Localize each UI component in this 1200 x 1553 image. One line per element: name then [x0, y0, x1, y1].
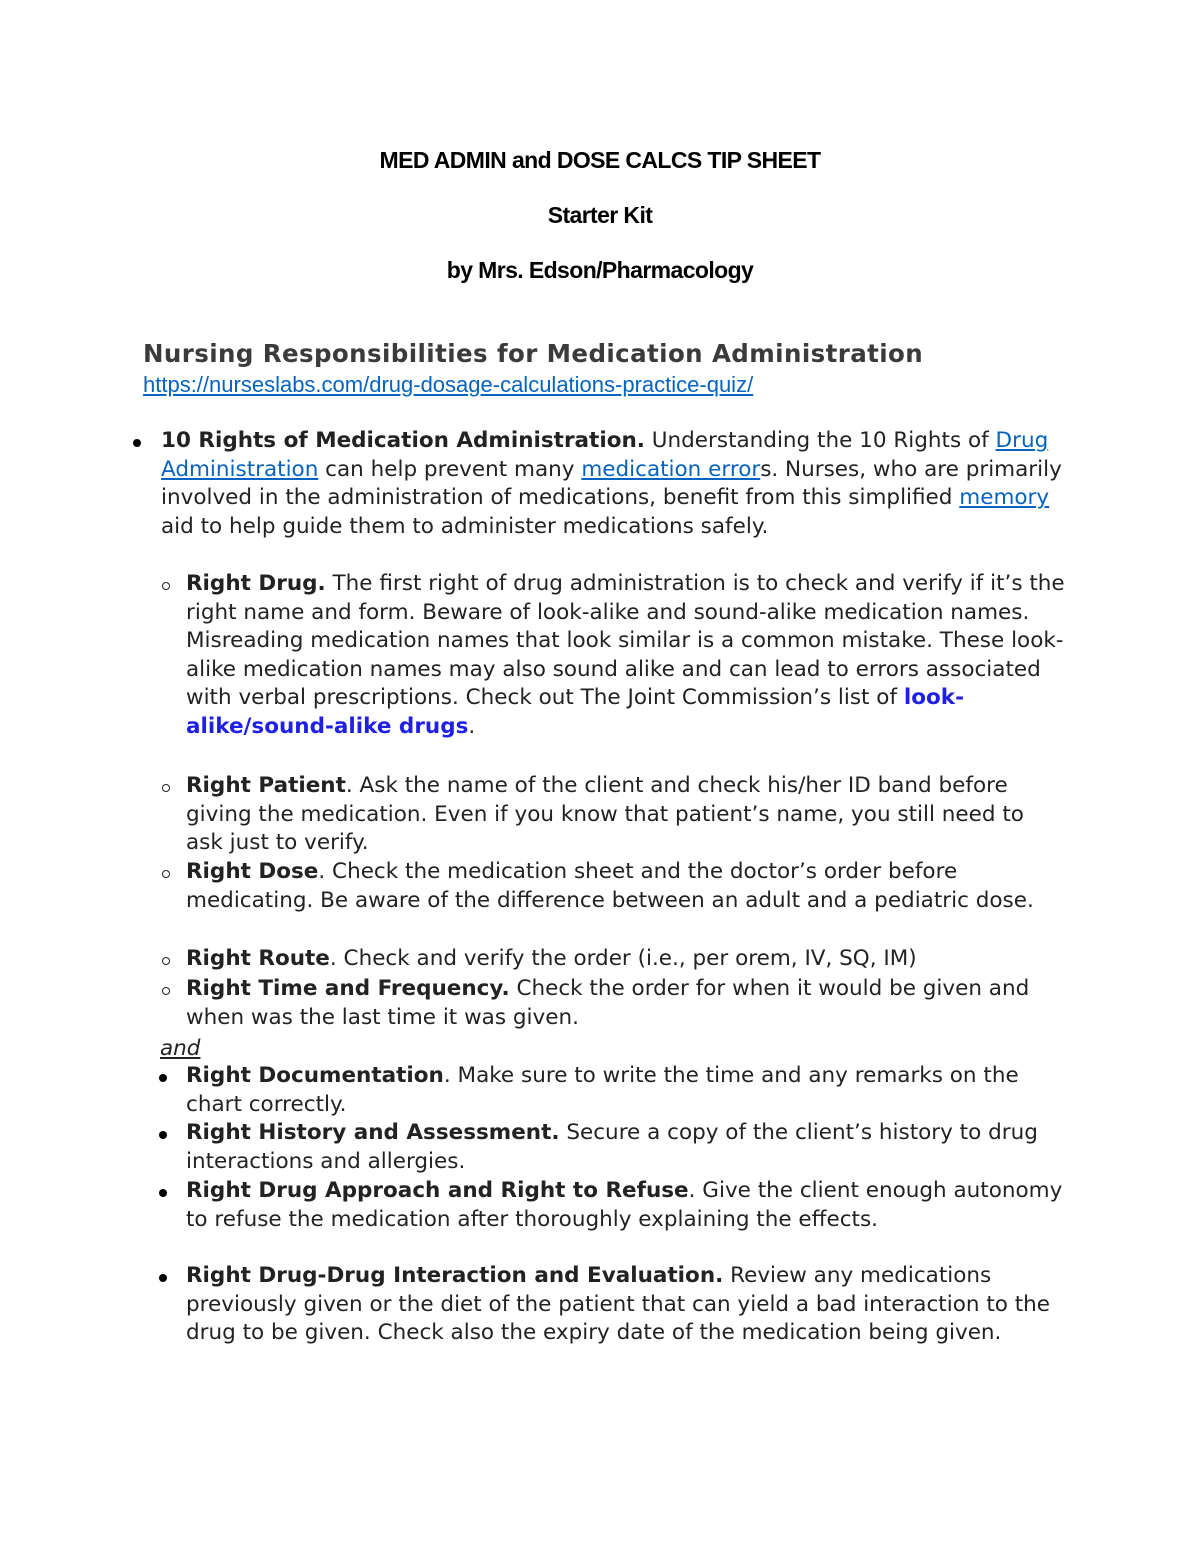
list-item-right-time: Right Time and Frequency. Check the order for when it would be given and when was the last time it was given.: [186, 976, 1030, 1030]
circle-bullet-icon: [162, 870, 170, 878]
list-item-right-route: Right Route. Check and verify the order (i.e., per orem, IV, SQ, IM): [186, 946, 917, 971]
circle-bullet-icon: [162, 987, 170, 995]
document-subtitle: Starter Kit: [547, 202, 653, 228]
document-author: by Mrs. Edson/Pharmacology: [446, 257, 754, 283]
intro-title: 10 Rights of Medication Administration.: [161, 428, 645, 453]
connector-text: and: [160, 1036, 201, 1061]
list-item-right-approach: Right Drug Approach and Right to Refuse. Give the client enough autonomy to refuse the medication after thoroughly explaining the effects.: [186, 1178, 1063, 1232]
document-title: MED ADMIN and DOSE CALCS TIP SHEET: [379, 147, 821, 173]
quiz-url-link[interactable]: https://nurseslabs.com/drug-dosage-calculations-practice-quiz/: [143, 372, 754, 397]
list-item-right-drug: Right Drug. The first right of drug administration is to check and verify if it’s the right name and form. Beware of look-alike and sound-alike medication names. Misreading medication names that look similar is a common mistake. These look-alike medication names may also sound alike and can lead to errors associated with verbal prescriptions. Check out The Joint Commission’s list of look-alike/sound-alike drugs.: [186, 571, 1065, 739]
list-item-right-history: Right History and Assessment. Secure a copy of the client’s history to drug interactions and allergies.: [186, 1120, 1038, 1174]
drug-administration-link[interactable]: Drug Administration: [161, 428, 1049, 482]
look-alike-drugs-link[interactable]: look-alike/sound-alike drugs: [186, 685, 965, 739]
list-item-right-interaction: Right Drug-Drug Interaction and Evaluation. Review any medications previously given or the diet of the patient that can yield a bad interaction to the drug to be given. Check also the expiry date of the medication being given.: [186, 1263, 1051, 1346]
list-item-right-dose: Right Dose. Check the medication sheet and the doctor’s order before medicating. Be aware of the difference between an adult and a pediatric dose.: [186, 859, 1034, 913]
circle-bullet-icon: [162, 582, 170, 590]
bullet-icon: [159, 1131, 167, 1139]
list-item-right-documentation: Right Documentation. Make sure to write the time and any remarks on the chart correctly.: [186, 1063, 1019, 1117]
memory-link[interactable]: memory: [959, 485, 1050, 511]
bullet-icon: [159, 1189, 167, 1197]
bullet-icon: [133, 439, 141, 447]
list-item-intro: 10 Rights of Medication Administration. Understanding the 10 Rights of Drug Administration can help prevent many medication errors. Nurses, who are primarily involved in the administration of medications, benefit from this simplified memory aid to help guide them to administer medications safely.: [161, 428, 1062, 539]
list-item-right-patient: Right Patient. Ask the name of the client and check his/her ID band before giving the medication. Even if you know that patient’s name, you still need to ask just to verify.: [186, 773, 1024, 856]
bullet-icon: [159, 1274, 167, 1282]
section-heading: Nursing Responsibilities for Medication Administration: [143, 339, 924, 368]
medication-errors-link[interactable]: medication error: [581, 456, 761, 482]
bullet-icon: [159, 1074, 167, 1082]
circle-bullet-icon: [162, 957, 170, 965]
circle-bullet-icon: [162, 784, 170, 792]
